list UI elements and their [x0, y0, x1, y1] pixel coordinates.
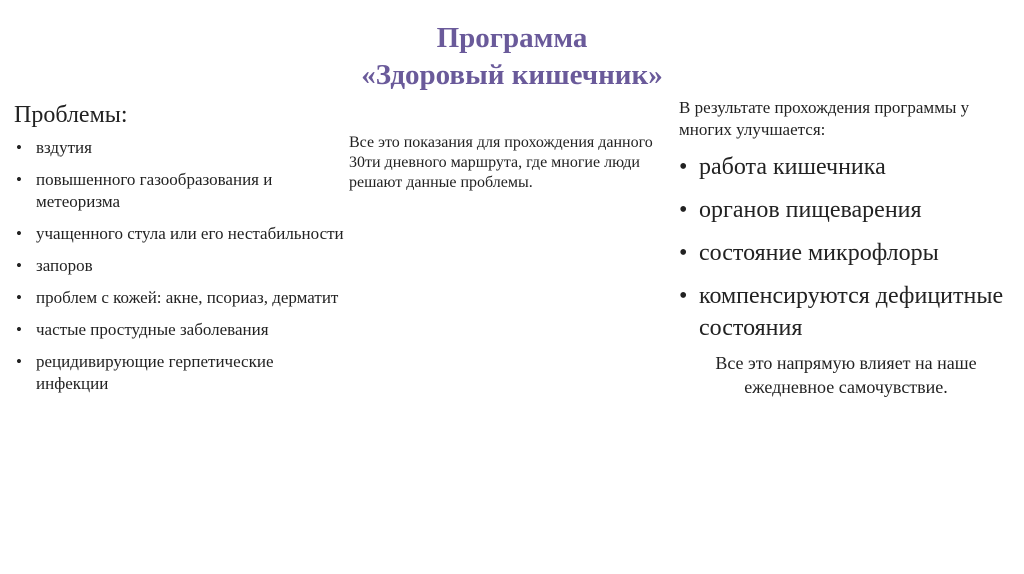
problem-item-text: учащенного стула или его нестабильности: [36, 224, 344, 243]
list-item: [14, 319, 344, 341]
problem-item-text: проблем с кожей: акне, псориаз, дерматит: [36, 288, 339, 307]
list-item: [14, 351, 344, 395]
bullet-icon: •: [16, 170, 22, 189]
list-item: [676, 151, 1016, 183]
bullet-icon: •: [16, 288, 22, 307]
results-column: [676, 97, 1016, 399]
problems-list: [14, 137, 344, 395]
bullet-icon: •: [16, 224, 22, 243]
list-item: [14, 287, 344, 309]
list-item: [676, 280, 1016, 344]
result-item-text: работа кишечника: [699, 154, 886, 180]
bullet-icon: •: [16, 320, 22, 339]
problems-column: [14, 99, 344, 405]
bullet-icon: •: [16, 352, 22, 371]
problems-heading: Проблемы:: [14, 102, 128, 128]
results-intro: В результате прохождения программы у многих улучшается:: [679, 98, 970, 139]
list-item: [14, 255, 344, 277]
problem-item-text: частые простудные заболевания: [36, 320, 269, 339]
result-item-text: компенсируются дефицитные состояния: [699, 283, 1004, 341]
bullet-icon: •: [679, 197, 688, 223]
problem-item-text: рецидивирующие герпетические инфекции: [36, 352, 274, 393]
result-item-text: органов пищеварения: [699, 197, 922, 223]
list-item: [676, 194, 1016, 226]
list-item: [14, 137, 344, 159]
problem-item-text: вздутия: [36, 138, 92, 157]
bullet-icon: •: [679, 154, 688, 180]
problem-item-text: повышенного газообразования и метеоризма: [36, 170, 273, 211]
results-list: [676, 151, 1016, 344]
title-line-1: Программа: [436, 22, 588, 54]
list-item: [676, 237, 1016, 269]
bullet-icon: •: [679, 240, 688, 266]
bullet-icon: •: [16, 256, 22, 275]
indications-text: Все это показания для прохождения данного 30ти дневного маршрута, где многие люди решают данные проблемы.: [349, 134, 653, 191]
bullet-icon: •: [16, 138, 22, 157]
title-line-2: «Здоровый кишечник»: [361, 59, 663, 91]
result-item-text: состояние микрофлоры: [699, 240, 939, 266]
results-conclusion: Все это напрямую влияет на наше ежедневное самочувствие.: [715, 353, 977, 397]
list-item: [14, 169, 344, 213]
slide-title: [0, 20, 1024, 94]
bullet-icon: •: [679, 283, 688, 309]
list-item: [14, 223, 344, 245]
problem-item-text: запоров: [36, 256, 93, 275]
